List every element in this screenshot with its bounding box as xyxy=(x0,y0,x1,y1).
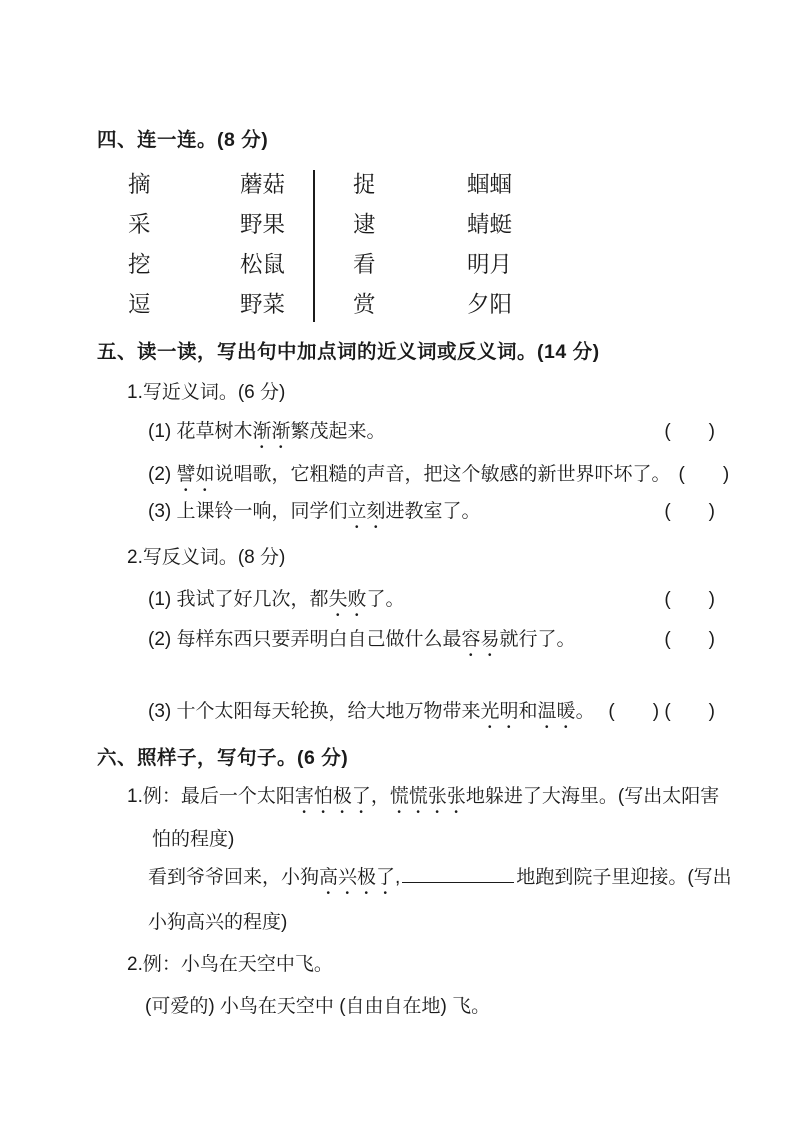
match-noun: 野菜 xyxy=(240,292,286,317)
antonym-item-3 xyxy=(148,699,715,733)
answer-brackets: ( ) xyxy=(664,629,715,650)
sentence-text: (3) 十个太阳每天轮换，给大地万物带来光明和温暖。 xyxy=(148,701,595,722)
answer-brackets: ( ) ( ) xyxy=(608,701,715,722)
sentence-text: (3) 上课铃一响，同学们立刻进教室了。 xyxy=(148,501,481,522)
match-noun: 夕阳 xyxy=(467,292,513,317)
match-noun: 蜻蜓 xyxy=(467,212,513,237)
synonym-item-2 xyxy=(148,462,730,496)
match-verb: 逗 xyxy=(128,292,151,317)
synonyms-subtitle: 1.写近义词。(6 分) xyxy=(127,382,286,403)
answer-brackets: ( ) xyxy=(664,421,715,442)
answer-brackets: ( ) xyxy=(664,501,715,522)
example-sentence-1-line-2: 怕的程度) xyxy=(152,829,235,850)
antonym-item-2 xyxy=(148,627,715,661)
sentence-text: 1.例：最后一个太阳害怕极了，慌慌张张地躲进了大海里。(写出太阳害 xyxy=(127,786,720,807)
match-row xyxy=(0,245,620,285)
answer-brackets: ( ) xyxy=(664,589,715,610)
section5-title: 五、读一读，写出句中加点词的近义词或反义词。(14 分) xyxy=(97,341,600,363)
example-sentence-1-line-1 xyxy=(127,784,719,818)
match-verb: 看 xyxy=(353,252,376,277)
match-row xyxy=(0,165,620,205)
sentence-text: 看到爷爷回来，小狗高兴极了, 地跑到院子里迎接。(写出 xyxy=(148,867,732,888)
match-verb: 逮 xyxy=(353,212,376,237)
antonyms-subtitle: 2.写反义词。(8 分) xyxy=(127,547,286,568)
match-noun: 蝈蝈 xyxy=(467,172,513,197)
match-noun: 明月 xyxy=(467,252,513,277)
synonym-item-1 xyxy=(148,419,715,453)
sentence-text: (2) 每样东西只要弄明白自己做什么最容易就行了。 xyxy=(148,629,576,650)
match-noun: 松鼠 xyxy=(240,252,286,277)
section6-title: 六、照样子，写句子。(6 分) xyxy=(97,747,349,769)
match-row xyxy=(0,205,620,245)
match-column-divider xyxy=(313,170,315,322)
match-noun: 野果 xyxy=(240,212,286,237)
fill-in-sentence-line-1 xyxy=(148,865,732,899)
match-verb: 赏 xyxy=(353,292,376,317)
synonym-item-3 xyxy=(148,499,715,533)
match-noun: 蘑菇 xyxy=(240,172,286,197)
match-row xyxy=(0,285,620,325)
sentence-text: (1) 花草树木渐渐繁茂起来。 xyxy=(148,421,386,442)
fill-in-sentence-line-2: 小狗高兴的程度) xyxy=(148,912,288,933)
match-verb: 摘 xyxy=(128,172,151,197)
match-verb: 挖 xyxy=(128,252,151,277)
example-sentence-2-answer: (可爱的) 小鸟在天空中 (自由自在地) 飞。 xyxy=(145,996,491,1017)
example-sentence-2: 2.例：小鸟在天空中飞。 xyxy=(127,954,333,975)
section4-title: 四、连一连。(8 分) xyxy=(97,129,269,151)
matching-exercise xyxy=(0,165,620,325)
antonym-item-1 xyxy=(148,587,715,621)
answer-blank-line xyxy=(402,866,514,883)
match-verb: 捉 xyxy=(353,172,376,197)
answer-brackets: ( ) xyxy=(678,464,730,485)
sentence-text: (1) 我试了好几次，都失败了。 xyxy=(148,589,405,610)
sentence-text: (2) 譬如说唱歌，它粗糙的声音，把这个敏感的新世界吓坏了。 xyxy=(148,464,671,485)
match-verb: 采 xyxy=(128,212,151,237)
